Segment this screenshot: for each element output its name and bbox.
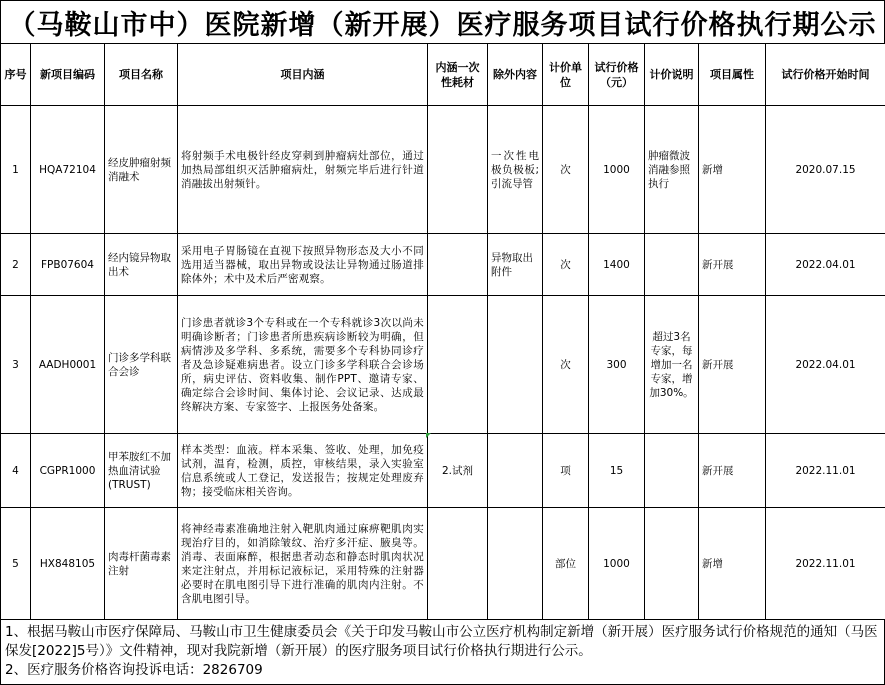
cell-unit: 项 bbox=[543, 434, 589, 508]
cell-comment-marker bbox=[426, 433, 431, 438]
cell-attr: 新开展 bbox=[699, 296, 766, 434]
header-content: 项目内涵 bbox=[178, 44, 428, 106]
cell-code: HX848105 bbox=[31, 508, 105, 620]
cell-content: 将射频手术电极针经皮穿刺到肿瘤病灶部位，通过加热局部组织灭活肿瘤病灶，射频完毕后进行针道消融拔出射频针。 bbox=[178, 106, 428, 234]
header-attr: 项目属性 bbox=[699, 44, 766, 106]
cell-consumables bbox=[428, 106, 488, 234]
table-row bbox=[1, 234, 885, 296]
cell-price: 15 bbox=[589, 434, 645, 508]
table-row bbox=[1, 106, 885, 234]
cell-note bbox=[645, 508, 699, 620]
cell-attr: 新开展 bbox=[699, 234, 766, 296]
cell-start: 2020.07.15 bbox=[766, 106, 885, 234]
cell-excluded bbox=[488, 508, 543, 620]
cell-code: FPB07604 bbox=[31, 234, 105, 296]
cell-note bbox=[645, 234, 699, 296]
cell-unit: 次 bbox=[543, 106, 589, 234]
cell-excluded bbox=[488, 296, 543, 434]
cell-attr: 新开展 bbox=[699, 434, 766, 508]
cell-consumables bbox=[428, 296, 488, 434]
cell-name: 经内镜异物取出术 bbox=[105, 234, 178, 296]
header-consumables: 内涵一次性耗材 bbox=[428, 44, 488, 106]
cell-excluded bbox=[488, 434, 543, 508]
footnote-2: 2、医疗服务价格咨询投诉电话：2826709 bbox=[5, 662, 263, 678]
cell-name: 经皮肿瘤射频消融术 bbox=[105, 106, 178, 234]
cell-content: 将神经毒素准确地注射入靶肌肉通过麻痹靶肌肉实现治疗目的，如消除皱纹、治疗多汗症、腋臭等。消毒、表面麻醉，根据患者动态和静态时肌肉状况来定注射点，并用标记液标记，采用特殊的注射器必要时在肌电图引导下进行准确的肌肉内注射。不含肌电图引导。 bbox=[178, 508, 428, 620]
header-price: 试行价格（元） bbox=[589, 44, 645, 106]
header-unit: 计价单位 bbox=[543, 44, 589, 106]
cell-note: 超过3名专家，每增加一名专家，增加30%。 bbox=[645, 296, 699, 434]
header-name: 项目名称 bbox=[105, 44, 178, 106]
header-note: 计价说明 bbox=[645, 44, 699, 106]
cell-seq: 2 bbox=[1, 234, 31, 296]
cell-code: CGPR1000 bbox=[31, 434, 105, 508]
cell-unit: 部位 bbox=[543, 508, 589, 620]
cell-note: 肿瘤微波消融参照执行 bbox=[645, 106, 699, 234]
cell-price: 1000 bbox=[589, 508, 645, 620]
cell-seq: 4 bbox=[1, 434, 31, 508]
cell-price: 1000 bbox=[589, 106, 645, 234]
footnotes bbox=[0, 620, 885, 685]
cell-start: 2022.04.01 bbox=[766, 234, 885, 296]
cell-start: 2022.11.01 bbox=[766, 434, 885, 508]
cell-code: HQA72104 bbox=[31, 106, 105, 234]
page-title: （马鞍山市中）医院新增（新开展）医疗服务项目试行价格执行期公示 bbox=[0, 0, 885, 44]
cell-unit: 次 bbox=[543, 234, 589, 296]
header-row bbox=[1, 44, 885, 106]
cell-code: AADH0001 bbox=[31, 296, 105, 434]
cell-content: 样本类型：血液。样本采集、签收、处理，加免疫试剂，温育，检测，质控，审核结果，录入实验室信息系统或人工登记，发送报告；按规定处理废弃物；接受临床相关咨询。 bbox=[178, 434, 428, 508]
footnote-1: 1、根据马鞍山市医疗保障局、马鞍山市卫生健康委员会《关于印发马鞍山市公立医疗机构制定新增（新开展）医疗服务试行价格规范的通知（马医保发[2022]5号）》文件精神，现对我院新增（新开展）的医疗服务项目试行价格执行期进行公示。 bbox=[5, 624, 878, 659]
header-excluded: 除外内容 bbox=[488, 44, 543, 106]
table-row bbox=[1, 434, 885, 508]
header-code: 新项目编码 bbox=[31, 44, 105, 106]
cell-seq: 5 bbox=[1, 508, 31, 620]
cell-content: 采用电子胃肠镜在直视下按照异物形态及大小不同选用适当器械，取出异物或设法让异物通过肠道排除体外；术中及术后严密观察。 bbox=[178, 234, 428, 296]
cell-seq: 3 bbox=[1, 296, 31, 434]
cell-attr: 新增 bbox=[699, 106, 766, 234]
cell-excluded: 异物取出附件 bbox=[488, 234, 543, 296]
price-table bbox=[0, 43, 885, 620]
cell-note bbox=[645, 434, 699, 508]
cell-name: 甲苯胺红不加热血清试验(TRUST) bbox=[105, 434, 178, 508]
cell-content: 门诊患者就诊3个专科或在一个专科就诊3次以尚未明确诊断者；门诊患者所患疾病诊断较为明确，但病情涉及多学科、多系统，需要多个专科协同诊疗者及急诊疑难病患者。设立门诊多学科联合会诊场所，病史评估、资料收集、制作PPT、邀请专家、确定综合会诊时间、集体讨论、会议记录、达成最终解决方案、专家签字、上报医务处备案。 bbox=[178, 296, 428, 434]
cell-start: 2022.04.01 bbox=[766, 296, 885, 434]
cell-attr: 新增 bbox=[699, 508, 766, 620]
header-seq: 序号 bbox=[1, 44, 31, 106]
cell-seq: 1 bbox=[1, 106, 31, 234]
cell-consumables: 2.试剂 bbox=[428, 434, 488, 508]
table-row bbox=[1, 508, 885, 620]
cell-consumables bbox=[428, 234, 488, 296]
cell-name: 肉毒杆菌毒素注射 bbox=[105, 508, 178, 620]
table-row bbox=[1, 296, 885, 434]
cell-excluded: 一次性电极负极板;引流导管 bbox=[488, 106, 543, 234]
cell-unit: 次 bbox=[543, 296, 589, 434]
cell-price: 300 bbox=[589, 296, 645, 434]
cell-start: 2022.11.01 bbox=[766, 508, 885, 620]
header-start: 试行价格开始时间 bbox=[766, 44, 885, 106]
cell-name: 门诊多学科联合会诊 bbox=[105, 296, 178, 434]
cell-price: 1400 bbox=[589, 234, 645, 296]
cell-consumables bbox=[428, 508, 488, 620]
